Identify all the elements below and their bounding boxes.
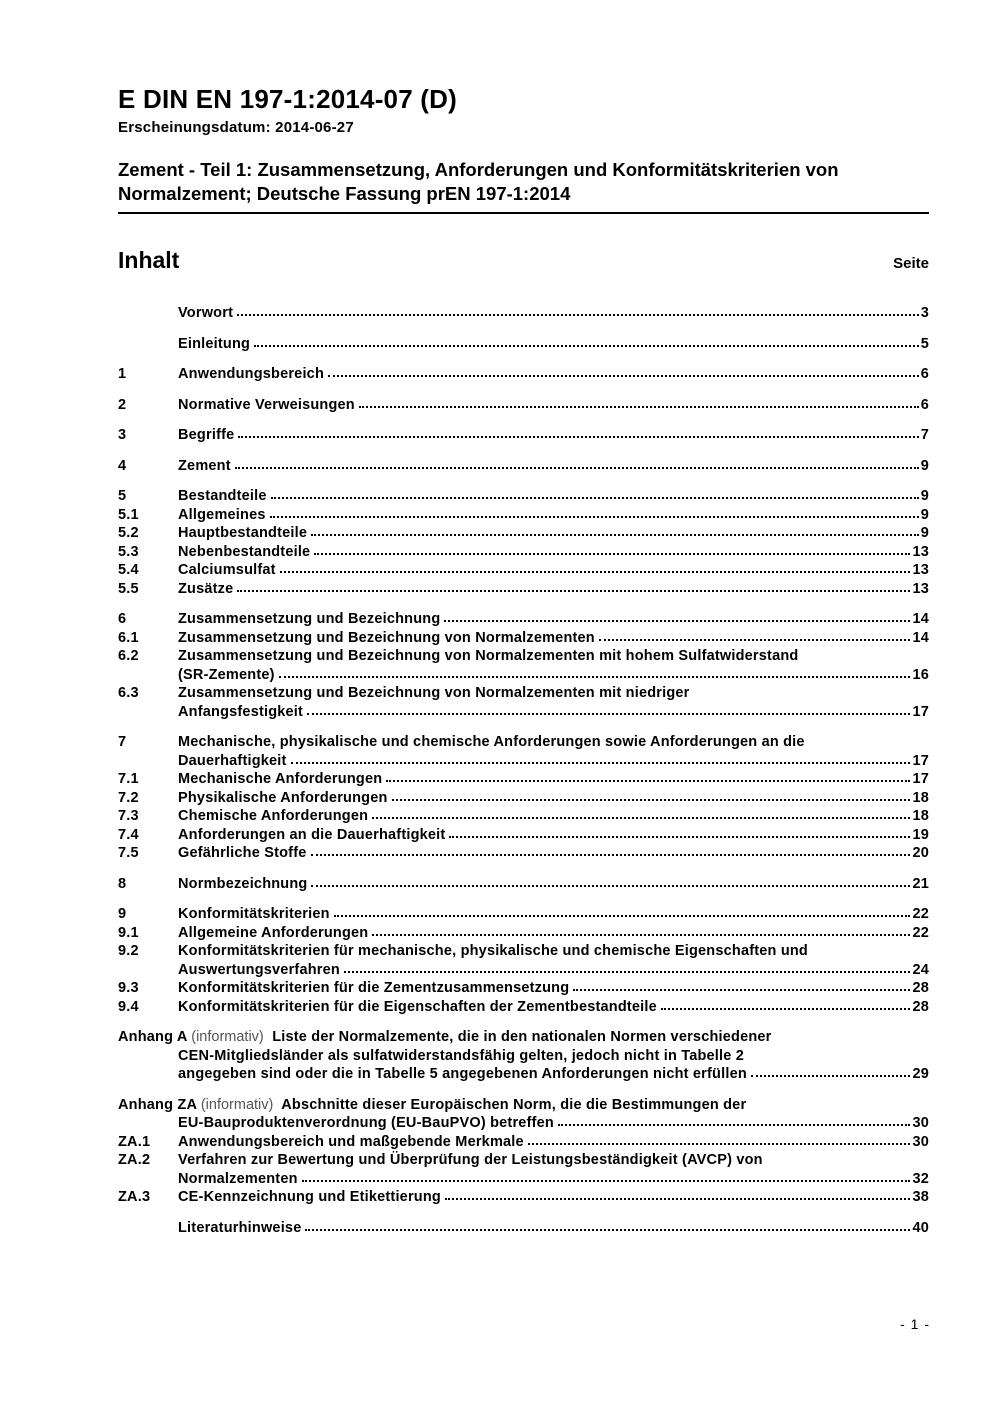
toc-entry <box>118 684 929 721</box>
toc-entry-title: Allgemeines <box>178 506 266 523</box>
toc-entry-title: Anwendungsbereich <box>178 366 324 382</box>
toc-entry <box>118 733 929 770</box>
toc-entry <box>118 979 929 998</box>
toc-entry-title: Zusammensetzung und Bezeichnung von Normalzementen mit hohem Sulfatwiderstand <box>178 648 799 664</box>
toc-entry-page: 38 <box>912 1189 929 1205</box>
toc-entry-title: Gefährliche Stoffe <box>178 845 307 861</box>
toc-entry-title: angegeben sind oder die in Tabelle 5 angegebenen Anforderungen nicht erfüllen <box>178 1066 747 1082</box>
toc-entry <box>118 789 929 808</box>
toc-entry-number: 3 <box>118 427 127 443</box>
toc-entry-title: Zement <box>178 457 231 474</box>
dot-leader <box>372 817 910 819</box>
toc-entry-title: Einleitung <box>178 335 251 352</box>
toc-entry-page: 22 <box>912 906 929 922</box>
dot-leader <box>599 639 911 641</box>
toc-entry-number: ZA.1 <box>118 1133 151 1150</box>
toc-entry-title: Mechanische, physikalische und chemische Anforderungen sowie Anforderungen an die <box>178 734 805 750</box>
toc-entry-title: Literaturhinweise <box>178 1219 302 1236</box>
toc-entry-number: 7.2 <box>118 789 139 806</box>
toc-entry <box>118 580 929 599</box>
toc-entry-title: Hauptbestandteile <box>178 525 308 541</box>
toc-entry-number: 5.1 <box>118 506 139 523</box>
toc-entry-title: Verfahren zur Bewertung und Überprüfung der Leistungsbeständigkeit (AVCP) von <box>178 1152 763 1168</box>
dot-leader <box>334 915 911 917</box>
dot-leader <box>661 1008 911 1010</box>
toc-entry-title: Anhang ZA (informativ) Abschnitte dieser Europäischen Norm, die die Bestimmungen der <box>118 1096 747 1113</box>
toc-entry-page: 30 <box>912 1115 929 1131</box>
toc-entry-number: 2 <box>118 396 127 413</box>
toc-entry-number: 9.3 <box>118 980 139 996</box>
toc-entry-page: 9 <box>920 488 929 504</box>
toc-entry <box>118 998 929 1017</box>
dot-leader <box>302 1180 911 1182</box>
toc-entry <box>118 561 929 580</box>
dot-leader <box>449 836 910 838</box>
toc-entry-title: Konformitätskriterien <box>178 906 330 922</box>
toc-entry-title: Allgemeine Anforderungen <box>178 924 369 941</box>
toc-entry-number: 7.1 <box>118 771 139 787</box>
toc-entry-page: 18 <box>912 808 929 824</box>
toc-entry-page: 13 <box>912 562 929 578</box>
dot-leader <box>254 345 919 347</box>
toc-entry-number: 7 <box>118 734 127 750</box>
toc-entry-page: 6 <box>920 396 929 413</box>
dot-leader <box>328 375 919 377</box>
toc-entry <box>118 826 929 845</box>
toc-entry-page: 17 <box>912 771 929 787</box>
toc-entry-page: 28 <box>912 980 929 996</box>
dot-leader <box>751 1075 911 1077</box>
toc-entry-title: Normalzementen <box>178 1170 298 1187</box>
toc-entry-title: Anhang A (informativ) Liste der Normalzemente, die in den nationalen Normen verschiedener <box>118 1029 772 1045</box>
toc-entry-title: Nebenbestandteile <box>178 543 311 560</box>
toc-entry-page: 21 <box>912 875 929 892</box>
toc-entry-number: 4 <box>118 457 127 474</box>
dot-leader <box>238 436 918 438</box>
toc-entry <box>118 335 929 354</box>
toc-entry-page: 6 <box>920 366 929 382</box>
toc-entry-title: Anforderungen an die Dauerhaftigkeit <box>178 826 446 843</box>
toc-entry-title: CE-Kennzeichnung und Etikettierung <box>178 1189 441 1205</box>
toc-entry-page: 9 <box>920 506 929 523</box>
dot-leader <box>392 799 911 801</box>
toc-entry-page: 14 <box>912 611 929 627</box>
dot-leader <box>280 571 911 573</box>
toc-entry-title: Konformitätskriterien für die Eigenschaften der Zementbestandteile <box>178 998 657 1015</box>
dot-leader <box>344 971 911 973</box>
dot-leader <box>314 553 910 555</box>
toc-entry-title: Normative Verweisungen <box>178 396 355 413</box>
toc-entry-title: Zusätze <box>178 580 234 597</box>
dot-leader <box>237 590 910 592</box>
toc-entry <box>118 647 929 684</box>
toc-entry-page: 17 <box>912 752 929 769</box>
dot-leader <box>528 1143 911 1145</box>
toc-entry <box>118 1096 929 1133</box>
dot-leader <box>271 497 919 499</box>
toc-entry-number: 5.3 <box>118 543 139 560</box>
toc-entry-number: 7.4 <box>118 826 139 843</box>
toc-entry-page: 19 <box>912 826 929 843</box>
toc-header <box>118 247 929 273</box>
toc-entry-number: 8 <box>118 875 127 892</box>
title-divider <box>118 212 929 214</box>
dot-leader <box>444 620 910 622</box>
toc-entry-title: Mechanische Anforderungen <box>178 771 383 787</box>
toc-entry-title: Anwendungsbereich und maßgebende Merkmale <box>178 1133 524 1150</box>
release-date: Erscheinungsdatum: 2014-06-27 <box>118 119 354 136</box>
toc-entry-title: Konformitätskriterien für mechanische, physikalische und chemische Eigenschaften und <box>178 943 808 959</box>
dot-leader <box>237 314 919 316</box>
toc-entry <box>118 875 929 894</box>
toc-entry <box>118 457 929 476</box>
toc-entry-title: Konformitätskriterien für die Zementzusammensetzung <box>178 980 570 996</box>
toc-entry-page: 14 <box>912 629 929 646</box>
toc-entry <box>118 506 929 525</box>
toc-entry-title: Calciumsulfat <box>178 562 276 578</box>
dot-leader <box>279 676 911 678</box>
dot-leader <box>372 934 910 936</box>
toc-entry-number: 9.4 <box>118 998 139 1015</box>
toc-entry-number: 9 <box>118 906 127 922</box>
toc-entry <box>118 365 929 384</box>
toc-entry <box>118 924 929 943</box>
toc-entry-page: 20 <box>912 845 929 861</box>
toc-entry-number: 7.3 <box>118 808 139 824</box>
toc-entry-number: 5.2 <box>118 525 139 541</box>
toc-entry-title: Begriffe <box>178 427 235 443</box>
toc-entry-page: 13 <box>912 543 929 560</box>
toc-entry-title: Bestandteile <box>178 488 267 504</box>
toc-entry-page: 17 <box>912 703 929 720</box>
toc-entry-page: 16 <box>912 666 929 683</box>
annex-label: Anhang ZA <box>118 1096 197 1113</box>
dot-leader <box>445 1198 911 1200</box>
toc-entry-title: Dauerhaftigkeit <box>178 752 287 769</box>
toc-entry <box>118 396 929 415</box>
toc-entry-number: 5 <box>118 488 127 504</box>
toc-entry-page: 5 <box>920 335 929 352</box>
page-number-footer: - 1 - <box>900 1316 930 1332</box>
toc-entry-title: Zusammensetzung und Bezeichnung von Normalzementen <box>178 629 595 646</box>
toc-entry-page: 24 <box>912 961 929 978</box>
toc-page-column-label: Seite <box>893 255 929 272</box>
annex-note: (informativ) <box>200 1096 274 1113</box>
toc-entry <box>118 1219 929 1238</box>
document-title: Zement - Teil 1: Zusammensetzung, Anforderungen und Konformitätskriterien von Normalzement; Deutsche Fassung prEN 197-1:2014 <box>118 159 839 204</box>
dot-leader <box>311 534 919 536</box>
toc-entry-number: ZA.2 <box>118 1152 151 1168</box>
toc-entry-page: 9 <box>920 525 929 541</box>
toc-entry <box>118 942 929 979</box>
toc-entry <box>118 1151 929 1188</box>
toc-entry <box>118 1133 929 1152</box>
toc-entry <box>118 426 929 445</box>
dot-leader <box>359 406 919 408</box>
toc-entry <box>118 629 929 648</box>
toc-entry-page: 32 <box>912 1170 929 1187</box>
toc-entry <box>118 807 929 826</box>
toc-entry-number: 5.5 <box>118 580 139 597</box>
toc-entry-number: 6.2 <box>118 648 139 664</box>
toc-entry-number: 6.1 <box>118 629 139 646</box>
toc-list <box>118 304 929 1237</box>
toc-entry <box>118 1188 929 1207</box>
toc-entry <box>118 487 929 506</box>
dot-leader <box>235 467 919 469</box>
toc-entry-title: Physikalische Anforderungen <box>178 789 388 806</box>
toc-entry <box>118 1028 929 1084</box>
toc-entry-number: 6.3 <box>118 685 139 701</box>
toc-entry-page: 40 <box>912 1219 929 1236</box>
toc-entry-page: 29 <box>912 1066 929 1082</box>
toc-entry-number: 1 <box>118 366 127 382</box>
toc-entry <box>118 770 929 789</box>
dot-leader <box>386 780 910 782</box>
toc-entry <box>118 610 929 629</box>
toc-entry-page: 22 <box>912 924 929 941</box>
dot-leader <box>270 516 919 518</box>
toc-entry <box>118 844 929 863</box>
toc-entry-page: 28 <box>912 998 929 1015</box>
toc-entry-title: Chemische Anforderungen <box>178 808 369 824</box>
toc-entry-number: 5.4 <box>118 562 139 578</box>
toc-entry-title: Anfangsfestigkeit <box>178 703 304 720</box>
document-page <box>118 0 929 1237</box>
toc-entry <box>118 524 929 543</box>
toc-entry-page: 30 <box>912 1133 929 1150</box>
toc-entry-page: 7 <box>920 427 929 443</box>
toc-heading: Inhalt <box>118 247 180 273</box>
toc-entry-page: 9 <box>920 457 929 474</box>
toc-entry-number: 6 <box>118 611 127 627</box>
toc-entry-title: Auswertungsverfahren <box>178 961 340 978</box>
dot-leader <box>305 1229 910 1231</box>
document-id: E DIN EN 197-1:2014-07 (D) <box>118 84 457 114</box>
dot-leader <box>291 762 911 764</box>
toc-entry-title: (SR-Zemente) <box>178 666 275 683</box>
toc-entry-number: 9.2 <box>118 943 139 959</box>
dot-leader <box>573 989 910 991</box>
annex-note: (informativ) <box>191 1029 264 1045</box>
toc-entry-page: 18 <box>912 789 929 806</box>
toc-entry-title: Zusammensetzung und Bezeichnung von Normalzementen mit niedriger <box>178 685 690 701</box>
toc-entry-number: 9.1 <box>118 924 139 941</box>
annex-label: Anhang A <box>118 1029 187 1045</box>
toc-entry <box>118 905 929 924</box>
dot-leader <box>311 854 911 856</box>
toc-entry <box>118 304 929 323</box>
toc-entry-page: 3 <box>920 305 929 321</box>
toc-entry-number: 7.5 <box>118 845 139 861</box>
toc-entry-title: EU-Bauproduktenverordnung (EU-BauPVO) betreffen <box>178 1115 554 1131</box>
toc-entry-title: Vorwort <box>178 305 234 321</box>
dot-leader <box>307 713 910 715</box>
dot-leader <box>558 1124 911 1126</box>
toc-entry-title: CEN-Mitgliedsländer als sulfatwiderstandsfähig gelten, jedoch nicht in Tabelle 2 <box>178 1047 745 1064</box>
toc-entry <box>118 543 929 562</box>
toc-entry-title: Zusammensetzung und Bezeichnung <box>178 611 441 627</box>
dot-leader <box>311 885 910 887</box>
toc-entry-page: 13 <box>912 580 929 597</box>
toc-entry-number: ZA.3 <box>118 1189 151 1205</box>
toc-entry-title: Normbezeichnung <box>178 875 308 892</box>
